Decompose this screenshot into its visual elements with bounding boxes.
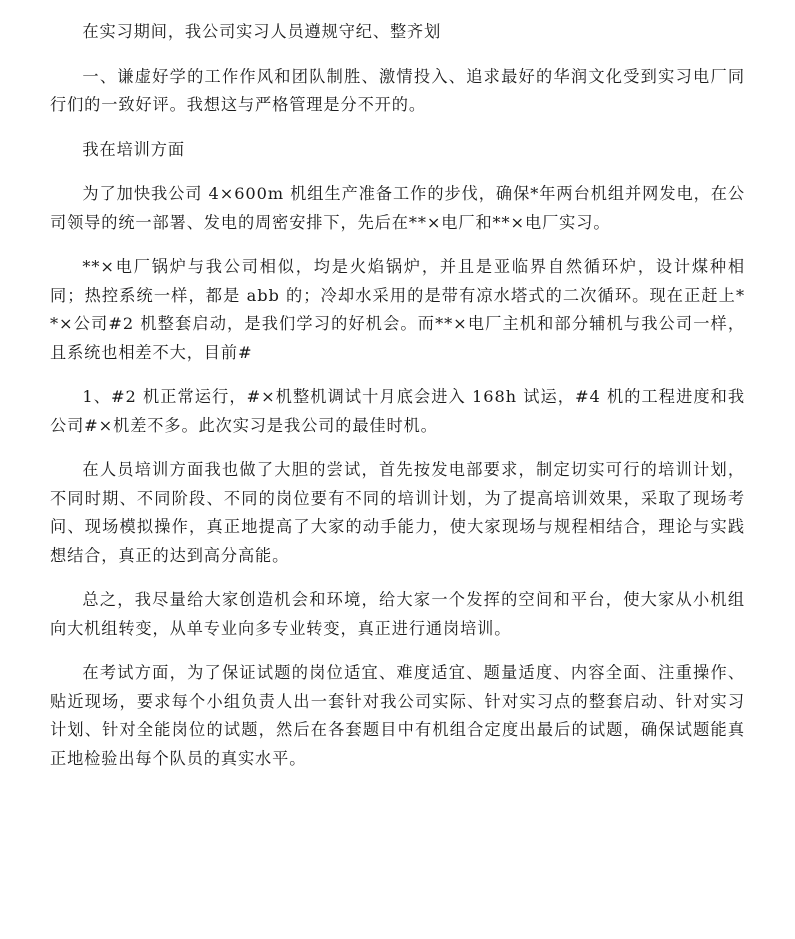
paragraph-9: 在考试方面，为了保证试题的岗位适宜、难度适宜、题量适度、内容全面、注重操作、贴近现场，要求每个小组负责人出一套针对我公司实际、针对实习点的整套启动、针对实习计划、针对全能岗位的试题，然后在各套题目中有机组合定度出最后的试题，确保试题能真正地检验出每个队员的真实水平。: [50, 663, 745, 768]
paragraph-5: **×电厂锅炉与我公司相似，均是火焰锅炉，并且是亚临界自然循环炉，设计煤种相同；热控系统一样，都是 abb 的；冷却水采用的是带有凉水塔式的二次循环。现在正赶上**×公司#2 机整套启动，是我们学习的好机会。而**×电厂主机和部分辅机与我公司一样，且系统也相差不大，目前#: [50, 257, 745, 362]
paragraph-6: 1、#2 机正常运行，#×机整机调试十月底会进入 168h 试运，#4 机的工程进度和我公司#×机差不多。此次实习是我公司的最佳时机。: [50, 387, 745, 435]
paragraph-3: 我在培训方面: [82, 139, 185, 159]
paragraph-7: 在人员培训方面我也做了大胆的尝试，首先按发电部要求，制定切实可行的培训计划，不同时期、不同阶段、不同的岗位要有不同的培训计划，为了提高培训效果，采取了现场考问、现场模拟操作，真正地提高了大家的动手能力，使大家现场与规程相结合，理论与实践想结合，真正的达到高分高能。: [50, 460, 745, 565]
paragraph-8: 总之，我尽量给大家创造机会和环境，给大家一个发挥的空间和平台，使大家从小机组向大机组转变，从单专业向多专业转变，真正进行通岗培训。: [50, 590, 745, 638]
paragraph-2: 一、谦虚好学的工作作风和团队制胜、激情投入、追求最好的华润文化受到实习电厂同行们的一致好评。我想这与严格管理是分不开的。: [50, 66, 745, 114]
paragraph-1: 在实习期间，我公司实习人员遵规守纪、整齐划: [82, 22, 442, 41]
paragraph-4: 为了加快我公司 4×600m 机组生产准备工作的步伐，确保*年两台机组并网发电，在公司领导的统一部署、发电的周密安排下，先后在**×电厂和**×电厂实习。: [50, 184, 745, 232]
